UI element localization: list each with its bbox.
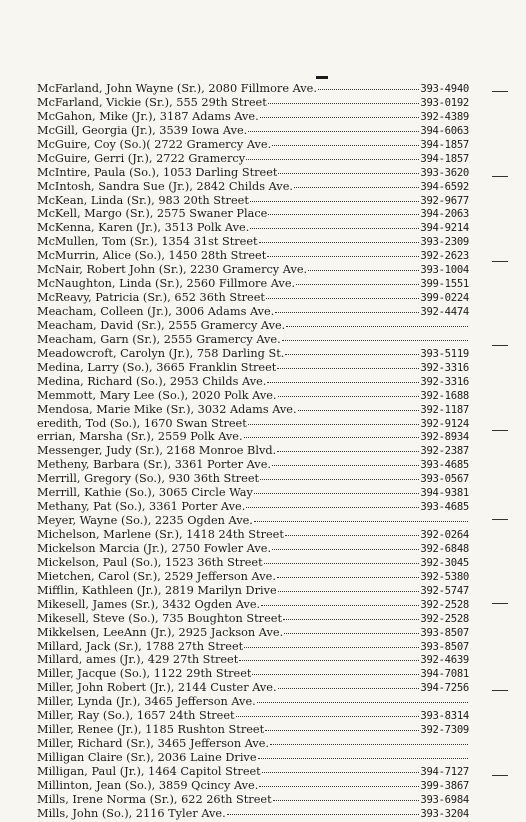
dot-leader (294, 178, 419, 188)
entry-name-address: McKenna, Karen (Jr.), 3513 Polk Ave. (37, 221, 250, 235)
dot-leader (266, 289, 419, 299)
entry-phone: 392-9124 (420, 417, 469, 430)
entry-name-address: McKell, Margo (Sr.), 2575 Swaner Place (37, 207, 268, 221)
dot-leader (275, 303, 419, 313)
entry-name-address: Mietchen, Carol (Sr.), 2529 Jefferson Ave. (37, 569, 276, 583)
margin-tick-mark (492, 603, 508, 604)
entry-name-address: Meadowcroft, Carolyn (Jr.), 758 Darling St. (37, 346, 285, 360)
dot-leader (298, 401, 420, 411)
entry-phone: 392-8934 (420, 431, 469, 444)
entry-name-address: McIntire, Paula (So.), 1053 Darling Street (37, 165, 278, 179)
entry-phone: 392-3316 (420, 375, 469, 388)
entry-phone: 399-1551 (420, 278, 469, 291)
entry-name-address: McMurrin, Alice (So.), 1450 28th Street (37, 249, 267, 263)
dot-leader (278, 387, 420, 397)
entry-name-address: McFarland, Vickie (Sr.), 555 29th Street (37, 95, 267, 109)
entry-name-address: Michelson, Marlene (Sr.), 1418 24th Street (37, 528, 284, 541)
dot-leader (254, 512, 468, 522)
dot-leader (236, 707, 420, 717)
entry-name-address: Millard, ames (Jr.), 429 27th Street (37, 653, 239, 667)
entry-name-address: Methany, Pat (So.), 3361 Porter Ave. (37, 500, 246, 514)
dot-leader (260, 470, 419, 480)
entry-name-address: McGahon, Mike (Jr.), 3187 Adams Ave. (37, 109, 259, 123)
dot-leader (248, 415, 420, 425)
entry-name-address: Meacham, David (Sr.), 2555 Gramercy Ave. (37, 318, 286, 332)
entry-phone: 392-2623 (420, 250, 469, 263)
entry-name-address: Medina, Larry (So.), 3665 Franklin Street (37, 360, 277, 374)
entry-name-address: Mifflin, Kathleen (Jr.), 2819 Marilyn Drive (37, 583, 277, 597)
dot-leader (227, 805, 420, 815)
dot-leader (248, 122, 419, 132)
entry-phone: 392-5747 (420, 584, 469, 597)
entry-phone: 393-4685 (420, 501, 469, 514)
margin-tick-mark (492, 690, 508, 691)
dot-leader (272, 456, 419, 466)
entry-phone: 394-2063 (420, 208, 469, 221)
entry-phone: 393-0192 (420, 96, 469, 109)
entry-name-address: Miller, John Robert (Jr.), 2144 Custer Ave. (37, 681, 277, 695)
entry-name-address: McNaughton, Linda (Sr.), 2560 Fillmore Ave. (37, 277, 296, 291)
entry-phone: 392-1688 (420, 389, 469, 402)
directory-listing (37, 82, 469, 821)
entry-name-address: Miller, Renee (Jr.), 1185 Rushton Street (37, 723, 265, 737)
margin-tick-mark (492, 430, 508, 431)
entry-name-address: Medina, Richard (So.), 2953 Childs Ave. (37, 374, 267, 388)
dot-leader (244, 428, 420, 438)
entry-name-address: Milligan, Paul (Jr.), 1464 Capitol Street (37, 764, 261, 778)
entry-name-address: Meyer, Wayne (So.), 2235 Ogden Ave. (37, 514, 253, 528)
dot-leader (278, 582, 420, 592)
entry-phone: 393-3204 (420, 807, 469, 820)
entry-phone: 393-5119 (420, 347, 469, 360)
dot-leader (261, 596, 419, 606)
dot-leader (278, 164, 419, 174)
dot-leader (282, 331, 468, 341)
dot-leader (277, 568, 419, 578)
entry-phone: 392-6848 (420, 542, 469, 555)
dot-leader (250, 219, 419, 229)
dot-leader (252, 665, 419, 675)
entry-name-address: Mills, Irene Norma (Sr.), 622 26th Street (37, 792, 272, 806)
margin-tick-mark (492, 261, 508, 262)
dot-leader (267, 247, 419, 257)
entry-name-address: Meacham, Colleen (Jr.), 3006 Adams Ave. (37, 305, 275, 318)
dot-leader (286, 317, 468, 327)
dot-leader (267, 373, 419, 383)
entry-name-address: Millinton, Jean (So.), 3859 Qcincy Ave. (37, 778, 259, 792)
dot-leader (257, 693, 468, 703)
entry-name-address: Miller, Richard (Sr.), 3465 Jefferson Ave. (37, 737, 270, 751)
entry-name-address: McGuire, Coy (So.)( 2722 Gramercy Ave. (37, 137, 272, 151)
dot-leader (250, 192, 420, 202)
entry-name-address: McIntosh, Sandra Sue (Jr.), 2842 Childs Ave. (37, 179, 293, 193)
entry-name-address: McGuire, Gerri (Jr.), 2722 Gramercy (37, 151, 246, 165)
dot-leader (254, 484, 420, 494)
entry-name-address: Meacham, Garn (Sr.), 2555 Gramercy Ave. (37, 332, 281, 346)
entry-name-address: McNair, Robert John (Sr.), 2230 Gramercy Ave. (37, 263, 308, 277)
entry-phone: 392-4639 (420, 654, 469, 667)
entry-name-address: eredith, Tod (So.), 1670 Swan Street (37, 416, 247, 430)
entry-phone: 393-6984 (420, 793, 469, 806)
dot-leader (278, 679, 420, 689)
entry-phone: 394-6063 (420, 124, 469, 137)
entry-phone: 393-4685 (420, 459, 469, 472)
entry-phone: 394-7256 (420, 682, 469, 695)
dot-leader (272, 540, 419, 550)
entry-phone: 392-7309 (420, 724, 469, 737)
entry-name-address: Merrill, Kathie (So.), 3065 Circle Way (37, 486, 253, 500)
entry-name-address: McReavy, Patricia (Sr.), 652 36th Street (37, 291, 265, 305)
dot-leader (283, 610, 419, 620)
entry-phone: 394-9381 (420, 487, 469, 500)
entry-name-address: Miller, Ray (So.), 1657 24th Street (37, 709, 235, 723)
entry-phone: 393-0567 (420, 473, 469, 486)
dot-leader (260, 108, 420, 118)
dot-leader (285, 345, 419, 355)
entry-name-address: McKean, Linda (Sr.), 983 20th Street (37, 193, 249, 207)
entry-name-address: McFarland, John Wayne (Sr.), 2080 Fillmore Ave. (37, 82, 317, 95)
entry-name-address: errian, Marsha (Sr.), 2559 Polk Ave. (37, 430, 243, 444)
dot-leader (262, 763, 420, 773)
entry-name-address: McMullen, Tom (Sr.), 1354 31st Street (37, 235, 258, 249)
entry-phone: 392-3316 (420, 361, 469, 374)
entry-phone: 394-7127 (420, 765, 469, 778)
entry-name-address: Mickelson, Paul (So.), 1523 36th Street (37, 555, 263, 569)
dot-leader (273, 791, 420, 801)
dot-leader (246, 150, 419, 160)
entry-phone: 393-3620 (420, 166, 469, 179)
entry-phone: 394-1857 (420, 138, 469, 151)
dot-leader (318, 80, 419, 90)
dot-leader (277, 442, 419, 452)
entry-name-address: Memmott, Mary Lee (So.), 2020 Polk Ave. (37, 388, 277, 402)
entry-phone: 392-0264 (420, 529, 469, 541)
entry-name-address: Merrill, Gregory (So.), 930 36th Street (37, 472, 260, 486)
margin-tick-mark (492, 345, 508, 346)
entry-phone: 394-6592 (420, 180, 469, 193)
entry-phone: 392-1187 (420, 403, 469, 416)
entry-phone: 392-5380 (420, 570, 469, 583)
entry-name-address: McGill, Georgia (Jr.), 3539 Iowa Ave. (37, 123, 248, 137)
dot-leader (277, 359, 419, 369)
dot-leader (246, 498, 419, 508)
dot-leader (272, 136, 419, 146)
entry-phone: 392-2528 (420, 612, 469, 625)
entry-phone: 394-9214 (420, 222, 469, 235)
page-top-mark (316, 76, 328, 79)
entry-phone: 393-8507 (420, 626, 469, 639)
entry-name-address: Millard, Jack (Sr.), 1788 27th Street (37, 639, 244, 653)
entry-phone: 392-9677 (420, 194, 469, 207)
entry-phone: 393-8314 (420, 710, 469, 723)
entry-phone: 392-2528 (420, 598, 469, 611)
entry-name-address: Mikkelsen, LeeAnn (Jr.), 2925 Jackson Ave. (37, 625, 284, 639)
entry-phone: 394-7081 (420, 668, 469, 681)
entry-phone: 399-3867 (420, 779, 469, 792)
dot-leader (258, 749, 468, 759)
entry-name-address: Mendosa, Marie Mike (Sr.), 3032 Adams Ave. (37, 402, 297, 416)
entry-name-address: Mickelson Marcia (Jr.), 2750 Fowler Ave. (37, 541, 272, 555)
entry-phone: 392-3045 (420, 556, 469, 569)
dot-leader (284, 624, 419, 634)
dot-leader (296, 275, 419, 285)
entry-phone: 393-4940 (420, 83, 469, 95)
entry-phone: 392-4474 (420, 306, 469, 318)
entry-phone: 393-1004 (420, 264, 469, 277)
dot-leader (270, 735, 468, 745)
entry-name-address: Miller, Lynda (Jr.), 3465 Jefferson Ave. (37, 695, 256, 709)
dot-leader (259, 233, 420, 243)
entry-name-address: Mikesell, James (Sr.), 3432 Ogden Ave. (37, 597, 261, 611)
entry-phone: 394-1857 (420, 152, 469, 165)
dot-leader (264, 554, 420, 564)
entry-phone: 392-2387 (420, 445, 469, 458)
entry-phone: 399-0224 (420, 292, 469, 305)
margin-tick-mark (492, 519, 508, 520)
entry-name-address: Mikesell, Steve (So.), 735 Boughton Street (37, 611, 282, 625)
entry-name-address: Miller, Jacque (So.), 1122 29th Street (37, 667, 252, 681)
entry-phone: 393-8507 (420, 640, 469, 653)
directory-entry (37, 807, 469, 821)
dot-leader (265, 721, 419, 731)
dot-leader (244, 638, 419, 648)
entry-phone: 392-4389 (420, 110, 469, 123)
dot-leader (239, 651, 419, 661)
dot-leader (308, 261, 419, 271)
dot-leader (268, 94, 420, 104)
dot-leader (268, 205, 419, 215)
entry-name-address: Messenger, Judy (Sr.), 2168 Monroe Blvd. (37, 444, 277, 458)
dot-leader (259, 777, 419, 787)
entry-name-address: Mills, John (So.), 2116 Tyler Ave. (37, 806, 226, 820)
margin-tick-mark (492, 775, 508, 776)
entry-name-address: Metheny, Barbara (Sr.), 3361 Porter Ave. (37, 458, 271, 472)
dot-leader (285, 526, 419, 536)
margin-tick-mark (492, 176, 508, 177)
margin-tick-mark (492, 91, 508, 92)
entry-phone: 393-2309 (420, 236, 469, 249)
entry-name-address: Milligan Claire (Sr.), 2036 Laine Drive (37, 751, 257, 764)
